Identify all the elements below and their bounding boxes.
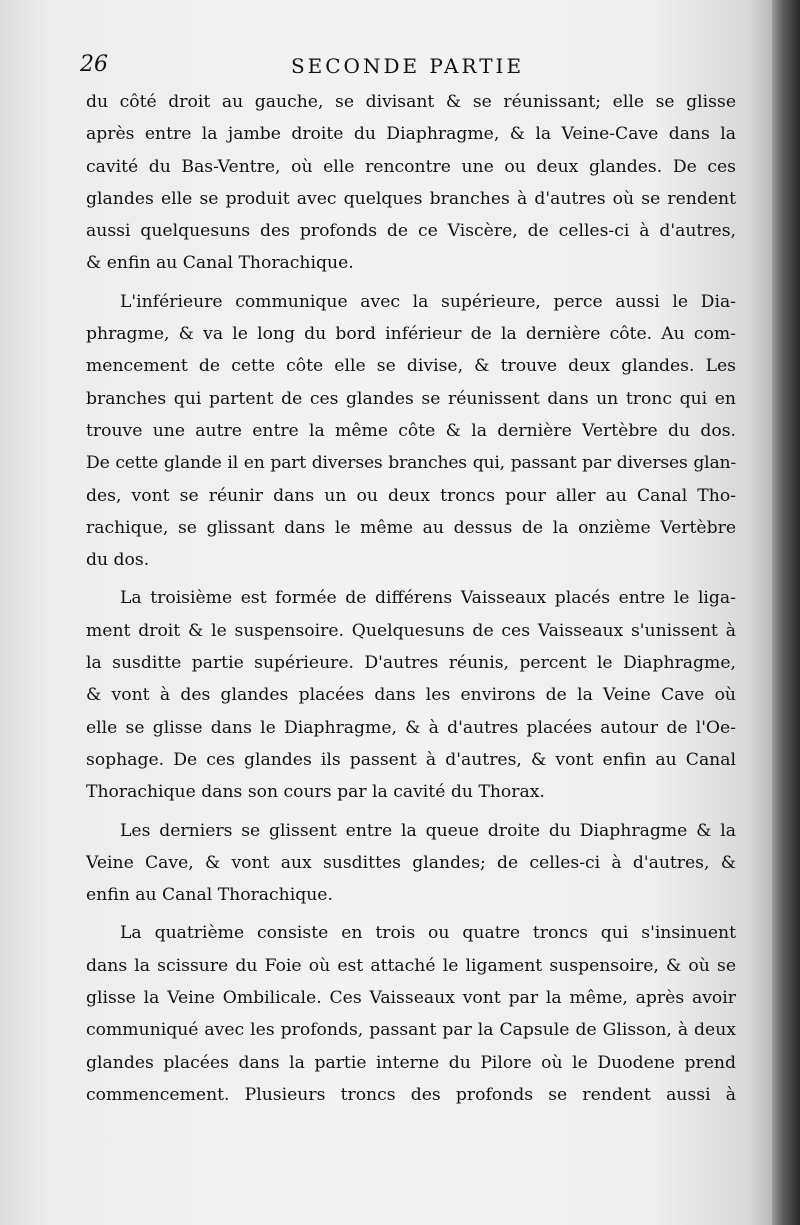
text-line: La troisième est formée de différens Vaisseaux placés entre le liga- [120, 588, 736, 609]
book-gutter [772, 0, 800, 1225]
text-line: glandes placées dans la partie interne du Pilore où le Duodene prend [86, 1052, 736, 1073]
running-head [80, 52, 735, 84]
text-line: Les derniers se glissent entre la queue droite du Diaphragme & la [120, 820, 736, 841]
text-line: L'inférieure communique avec la supérieure, perce aussi le Dia- [120, 291, 736, 312]
text-line: après entre la jambe droite du Diaphragme, & la Veine-Cave dans la [86, 124, 736, 145]
text-line: communiqué avec les profonds, passant par la Capsule de Glisson, à deux [86, 1020, 736, 1041]
text-line: du dos. [86, 550, 150, 571]
text-line: ment droit & le suspensoire. Quelquesuns de ces Vaisseaux s'unissent à [86, 620, 736, 641]
text-line: glandes elle se produit avec quelques branches à d'autres où se rendent [86, 188, 736, 209]
text-line: aussi quelquesuns des profonds de ce Viscère, de celles-ci à d'autres, [86, 221, 736, 242]
text-line: elle se glisse dans le Diaphragme, & à d'autres placées autour de l'Oe- [86, 717, 736, 738]
text-line: enfin au Canal Thorachique. [86, 885, 333, 906]
running-title: SECONDE PARTIE [290, 54, 525, 78]
text-line: sophage. De ces glandes ils passent à d'autres, & vont enfin au Canal [86, 749, 736, 770]
text-line: cavité du Bas-Ventre, où elle rencontre une ou deux glandes. De ces [86, 156, 736, 177]
page-number: 26 [80, 52, 108, 77]
text-line: du côté droit au gauche, se divisant & se réunissant; elle se glisse [86, 92, 736, 112]
text-line: trouve une autre entre la même côte & la dernière Vertèbre du dos. [86, 420, 736, 441]
text-line: commencement. Plusieurs troncs des profonds se rendent aussi à [86, 1084, 736, 1105]
text-line: De cette glande il en part diverses branches qui, passant par diverses glan- [86, 453, 736, 474]
text-line: mencement de cette côte elle se divise, & trouve deux glandes. Les [86, 356, 736, 377]
text-line: la susditte partie supérieure. D'autres réunis, percent le Diaphragme, [86, 653, 736, 674]
body-text [86, 86, 736, 1111]
text-line: rachique, se glissant dans le même au dessus de la onzième Vertèbre [86, 517, 736, 538]
text-line: branches qui partent de ces glandes se réunissent dans un tronc qui en [86, 388, 736, 409]
text-line: dans la scissure du Foie où est attaché le ligament suspensoire, & où se [86, 955, 736, 976]
text-line: & vont à des glandes placées dans les environs de la Veine Cave où [86, 685, 736, 706]
text-line: Veine Cave, & vont aux susdittes glandes; de celles-ci à d'autres, & [86, 852, 736, 873]
text-line: phragme, & va le long du bord inférieur de la dernière côte. Au com- [86, 324, 736, 345]
text-line: glisse la Veine Ombilicale. Ces Vaisseaux vont par la même, après avoir [86, 988, 736, 1009]
text-line: La quatrième consiste en trois ou quatre troncs qui s'insinuent [120, 923, 736, 944]
text-line: & enfin au Canal Thorachique. [86, 253, 354, 274]
text-line: Thorachique dans son cours par la cavité du Thorax. [86, 782, 545, 803]
text-line: des, vont se réunir dans un ou deux troncs pour aller au Canal Tho- [86, 485, 736, 506]
